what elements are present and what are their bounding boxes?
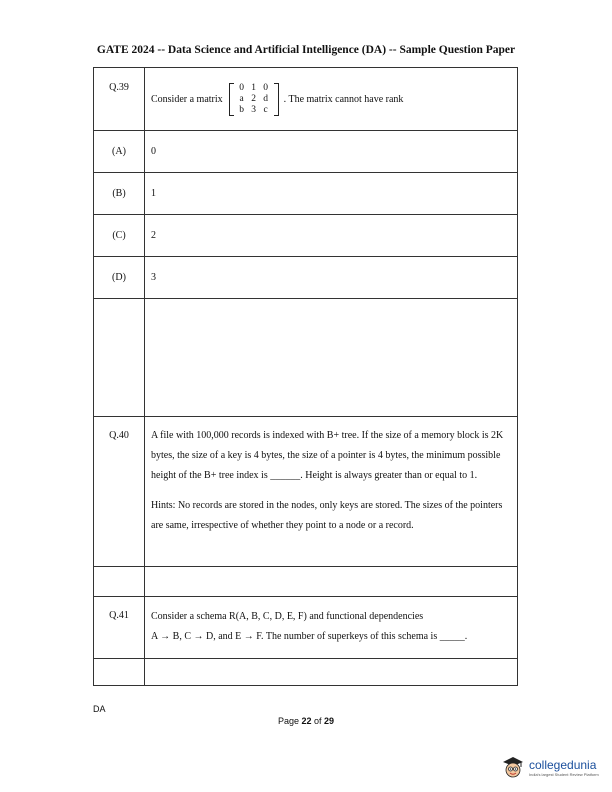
matrix-cell: a (239, 93, 244, 104)
page-total: 29 (324, 716, 335, 726)
matrix-row (236, 83, 272, 94)
question-line-1: Consider a schema R(A, B, C, D, E, F) and functional dependencies (151, 611, 424, 622)
question-row-q41 (94, 597, 518, 659)
page-of: of (314, 716, 322, 726)
matrix-cell: d (263, 93, 269, 104)
matrix-cell: 3 (251, 104, 257, 115)
question-number: Q.41 (94, 597, 145, 659)
blank-cell (145, 567, 518, 597)
matrix-cell: 2 (251, 93, 257, 104)
question-body: A file with 100,000 records is indexed with B+ tree. If the size of a memory block is 2K bytes, the size of a key is 4 bytes, the size of a pointer is 4 bytes, the minimum possible height of the B+ tree index is ______. Height is always greater than or equal to 1. (151, 430, 504, 481)
matrix-row (236, 105, 272, 116)
option-value: 0 (145, 131, 518, 173)
question-number: Q.39 (94, 68, 145, 131)
blank-cell (145, 659, 518, 686)
question-row-q39 (94, 68, 518, 131)
page-current: 22 (301, 716, 312, 726)
logo-brand: collegedunia (529, 757, 597, 772)
matrix (229, 83, 279, 116)
blank-cell (94, 659, 145, 686)
question-line-2: A → B, C → D, and E → F. The number of superkeys of this schema is _____. (151, 631, 468, 642)
option-label: (C) (94, 215, 145, 257)
page-prefix: Page (277, 716, 299, 726)
blank-cell (94, 567, 145, 597)
blank-row (94, 567, 518, 597)
matrix-cell: b (239, 104, 245, 115)
question-text-after: . The matrix cannot have rank (283, 93, 404, 105)
logo-tagline: India's largest Student Review Platform (529, 771, 599, 777)
option-row-d (94, 257, 518, 299)
question-text-before: Consider a matrix (151, 93, 223, 105)
option-value: 1 (145, 173, 518, 215)
option-row-c (94, 215, 518, 257)
question-text (145, 68, 518, 131)
subject-code: DA (93, 704, 106, 714)
option-label: (A) (94, 131, 145, 173)
question-table (93, 67, 518, 686)
option-label: (B) (94, 173, 145, 215)
blank-row (94, 299, 518, 417)
matrix-cell: 0 (263, 82, 269, 93)
collegedunia-logo (500, 750, 610, 784)
option-row-b (94, 173, 518, 215)
question-hints: Hints: No records are stored in the nodes, only keys are stored. The sizes of the pointers are same, irrespective of whether they point to a node or a record. (151, 500, 503, 531)
matrix-row (236, 94, 272, 105)
question-text (145, 417, 518, 567)
blank-row (94, 659, 518, 686)
option-row-a (94, 131, 518, 173)
matrix-right-bracket (274, 83, 279, 116)
graduate-mascot-icon (500, 754, 526, 780)
option-value: 2 (145, 215, 518, 257)
matrix-cell: c (263, 104, 268, 115)
page-number (0, 716, 612, 726)
question-text (145, 597, 518, 659)
blank-cell (145, 299, 518, 417)
matrix-cell: 1 (251, 82, 257, 93)
question-number: Q.40 (94, 417, 145, 567)
option-label: (D) (94, 257, 145, 299)
question-row-q40 (94, 417, 518, 567)
blank-cell (94, 299, 145, 417)
option-value: 3 (145, 257, 518, 299)
page-header: GATE 2024 -- Data Science and Artificial Intelligence (DA) -- Sample Question Paper (96, 44, 516, 56)
matrix-cell: 0 (239, 82, 245, 93)
